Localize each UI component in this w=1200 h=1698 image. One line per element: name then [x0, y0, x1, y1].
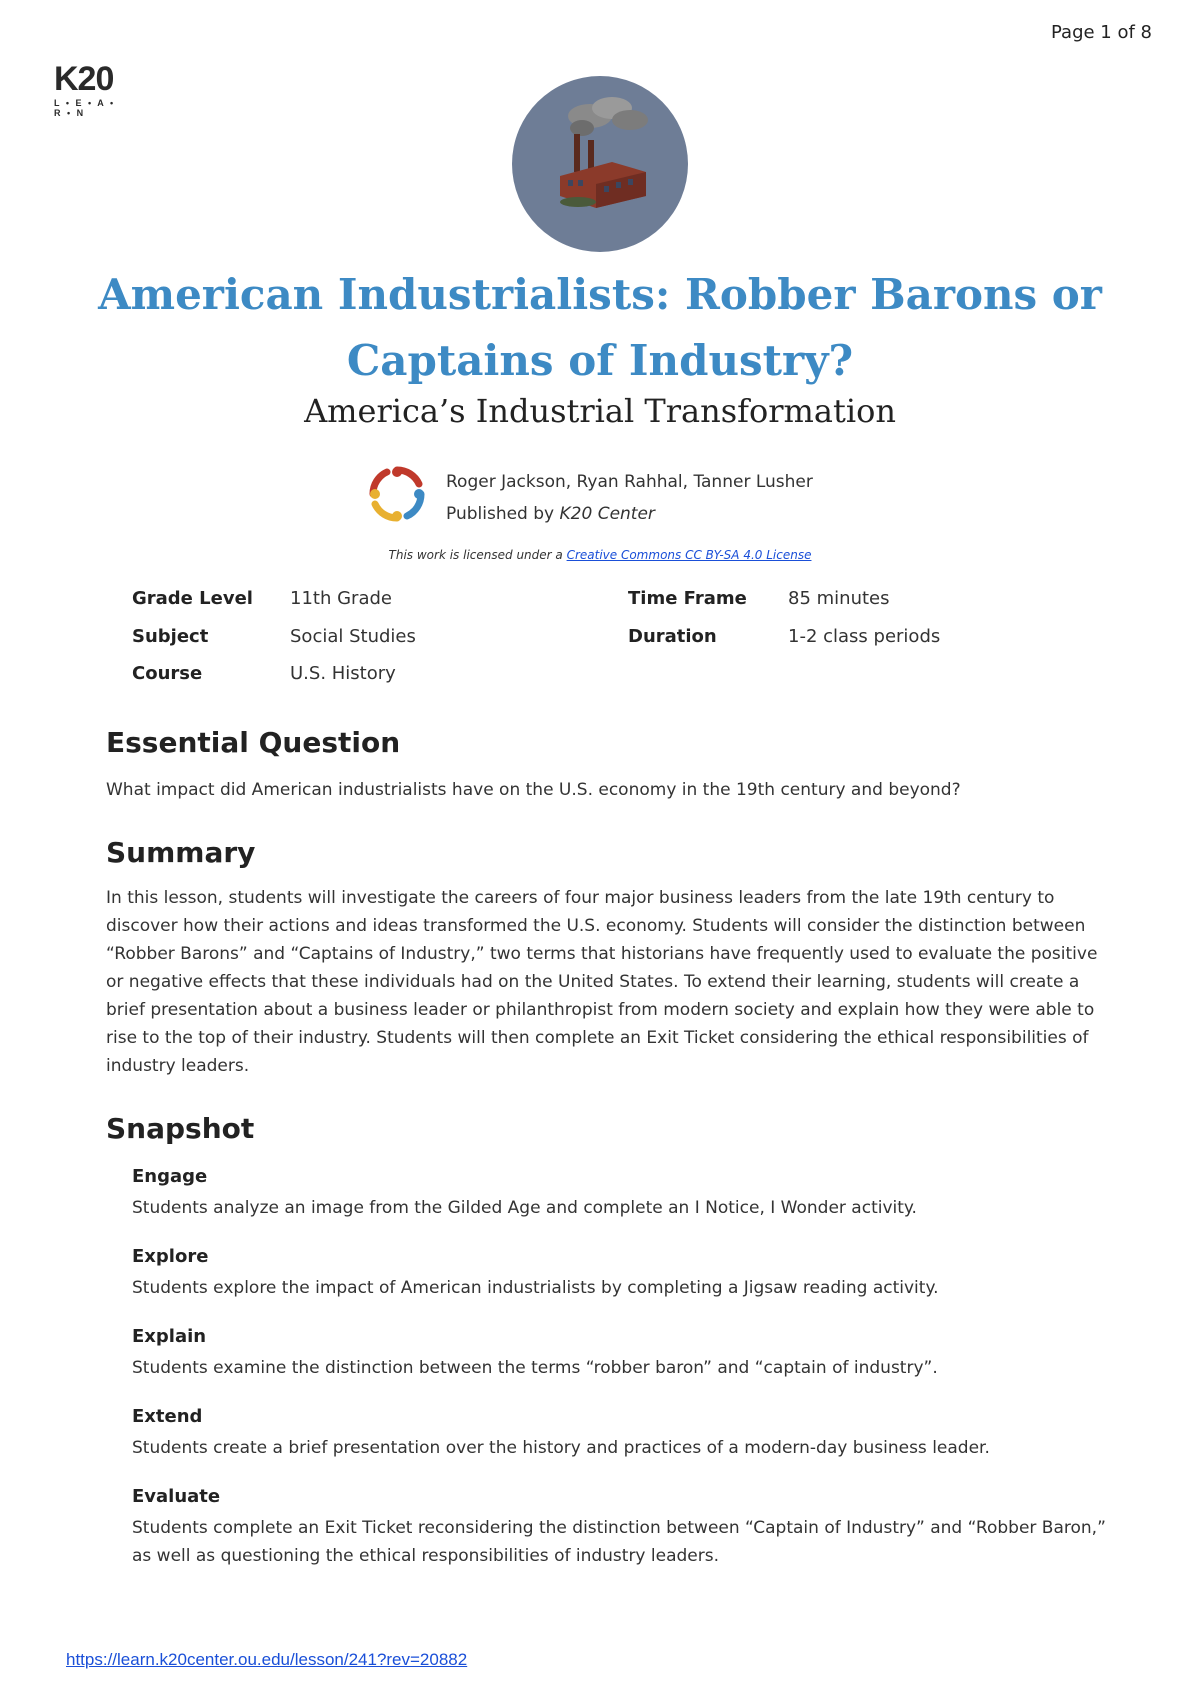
published-prefix: Published by [446, 504, 560, 524]
snapshot-evaluate-text: Students complete an Exit Ticket reconsidering the distinction between “Captain of Industry” and “Robber Baron,” as well as questioning the ethical responsibilities of industry leaders. [132, 1518, 1106, 1566]
time-frame-value: 85 minutes [788, 588, 890, 609]
logo-subtext: L • E • A • R • N [54, 98, 116, 118]
logo-brand: K20 [54, 60, 114, 98]
subject-value: Social Studies [290, 626, 416, 647]
essential-question-text: What impact did American industrialists have on the U.S. economy in the 19th century and beyond? [106, 780, 961, 800]
factory-illustration [512, 76, 688, 252]
summary-text: In this lesson, students will investigate the careers of four major business leaders from the late 19th century to discover how their actions and ideas transformed the U.S. economy. Students will consider the distinction between “Robber Barons” and “Captains of Industry,” two terms that historians have frequently used to evaluate the positive or negative effects that these individuals had on the United States. To extend their learning, students will create a brief presentation about a business leader or philanthropist from modern society and explain how they were able to rise to the top of their industry. Students will then complete an Exit Ticket considering the ethical responsibilities of industry leaders. [106, 888, 1098, 1076]
snapshot-engage-text: Students analyze an image from the Gilded Age and complete an I Notice, I Wonder activity. [132, 1198, 917, 1218]
snapshot-engage-title: Engage [132, 1166, 208, 1187]
grade-level-value: 11th Grade [290, 588, 392, 609]
snapshot-evaluate-title: Evaluate [132, 1486, 221, 1507]
k20-logo [54, 62, 124, 118]
license-notice [60, 548, 1140, 562]
page-number: Page 1 of 8 [1051, 22, 1152, 43]
license-prefix: This work is licensed under a [388, 548, 567, 562]
duration-label: Duration [628, 626, 717, 647]
snapshot-heading: Snapshot [106, 1112, 255, 1145]
author-names: Roger Jackson, Ryan Rahhal, Tanner Lusher [446, 472, 813, 492]
snapshot-explore-title: Explore [132, 1246, 209, 1267]
publisher-name: K20 Center [559, 504, 655, 524]
duration-value: 1-2 class periods [788, 626, 941, 647]
snapshot-explore-text: Students explore the impact of American industrialists by completing a Jigsaw reading activity. [132, 1278, 939, 1298]
k20-center-icon [365, 462, 429, 526]
author-block [446, 466, 813, 530]
snapshot-explain-text: Students examine the distinction between the terms “robber baron” and “captain of industry”. [132, 1358, 938, 1378]
footer-url-link[interactable]: https://learn.k20center.ou.edu/lesson/241?rev=20882 [66, 1650, 468, 1669]
course-label: Course [132, 663, 203, 684]
essential-question-heading: Essential Question [106, 726, 401, 759]
time-frame-label: Time Frame [628, 588, 747, 609]
page-title: American Industrialists: Robber Barons or Captains of Industry? [98, 270, 1102, 385]
summary-heading: Summary [106, 836, 256, 869]
snapshot-explain-title: Explain [132, 1326, 207, 1347]
course-value: U.S. History [290, 663, 396, 684]
subject-label: Subject [132, 626, 209, 647]
snapshot-extend-text: Students create a brief presentation over the history and practices of a modern-day business leader. [132, 1438, 990, 1458]
snapshot-extend-title: Extend [132, 1406, 203, 1427]
publisher-line [446, 498, 813, 530]
grade-level-label: Grade Level [132, 588, 253, 609]
page-subtitle: America’s Industrial Transformation [304, 392, 896, 430]
license-link[interactable]: Creative Commons CC BY-SA 4.0 License [566, 548, 812, 562]
